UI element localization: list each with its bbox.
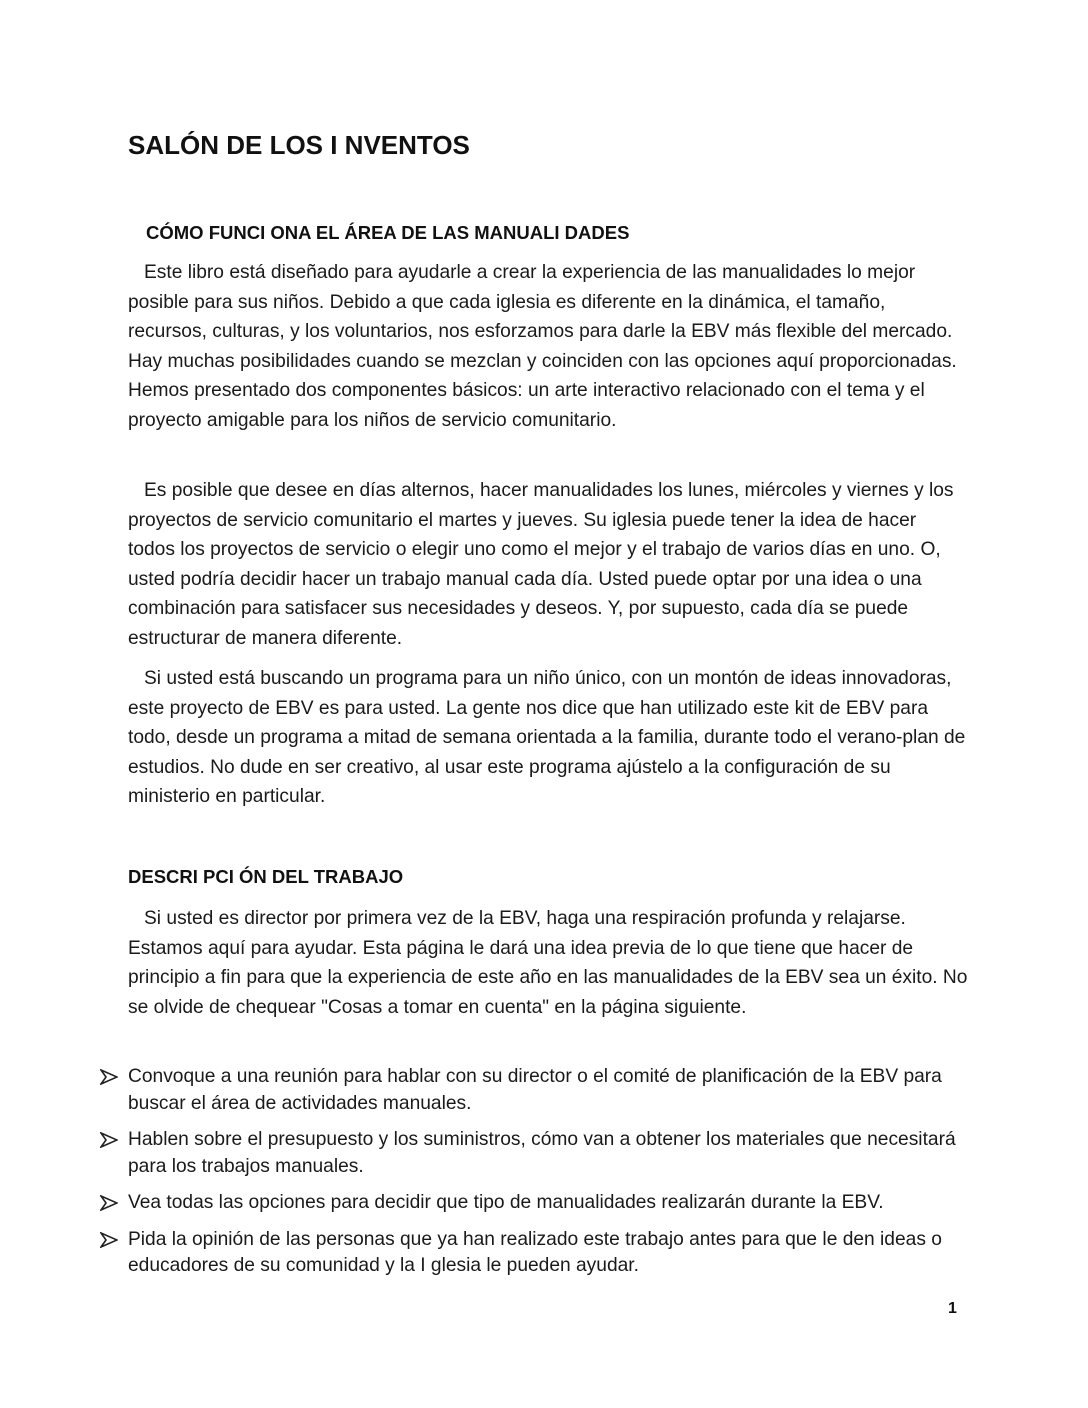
page-number: 1: [948, 1300, 957, 1317]
list-item: [100, 1227, 970, 1280]
paragraph-text: Este libro está diseñado para ayudarle a crear la experiencia de las manualidades lo mejor posible para sus niños. Debido a que cada iglesia es diferente en la dinámica, el tamaño, recursos, culturas, y los voluntarios, nos esforzamos para darle la EBV más flexible del mercado. Hay muchas posibilidades cuando se mezclan y coinciden con las opciones aquí proporcionadas. Hemos presentado dos componentes básicos: un arte interactivo relacionado con el tema y el proyecto amigable para los niños de servicio comunitario.: [128, 262, 957, 431]
paragraph-text: Es posible que desee en días alternos, hacer manualidades los lunes, miércoles y viernes y los proyectos de servicio comunitario el martes y jueves. Su iglesia puede tener la idea de hacer todos los proyectos de servicio o elegir uno como el mejor y el trabajo de varios días en uno. O, usted podría decidir hacer un trabajo manual cada día. Usted puede optar por una idea o una combinación para satisfacer sus necesidades y deseos. Y, por supuesto, cada día se puede estructurar de manera diferente.: [128, 480, 954, 649]
paragraph-text: Si usted está buscando un programa para un niño único, con un montón de ideas innovadoras, este proyecto de EBV es para usted. La gente nos dice que han utilizado este kit de EBV para todo, desde un programa a mitad de semana orientada a la familia, durante todo el verano-plan de estudios. No dude en ser creativo, al usar este programa ajústelo a la configuración de su ministerio en particular.: [128, 668, 966, 808]
list-item-text: Pida la opinión de las personas que ya han realizado este trabajo antes para que le den ideas o educadores de su comunidad y la I glesia le pueden ayudar.: [128, 1228, 942, 1276]
arrowhead-bullet-icon: [100, 1069, 118, 1085]
list-item: [100, 1127, 970, 1180]
paragraph-text: Si usted es director por primera vez de la EBV, haga una respiración profunda y relajarse. Estamos aquí para ayudar. Esta página le dará una idea previa de lo que tiene que hacer de principio a fin para que la experiencia de este año en las manualidades de la EBV sea un éxito. No se olvide de chequear "Cosas a tomar en cuenta" en la página siguiente.: [128, 908, 968, 1018]
arrowhead-bullet-icon: [100, 1132, 118, 1148]
list-item-text: Vea todas las opciones para decidir que tipo de manualidades realizarán durante la EBV.: [128, 1192, 884, 1213]
list-item: [100, 1190, 970, 1217]
paragraph: [128, 664, 968, 812]
task-list: [100, 1064, 970, 1290]
list-item-text: Convoque a una reunión para hablar con su director o el comité de planificación de la EBV para buscar el área de actividades manuales.: [128, 1066, 942, 1114]
paragraph: [128, 904, 968, 1022]
section-heading-job-description: DESCRI PCI ÓN DEL TRABAJO: [128, 866, 404, 887]
paragraph: [128, 258, 968, 436]
list-item: [100, 1064, 970, 1117]
arrowhead-bullet-icon: [100, 1232, 118, 1248]
arrowhead-bullet-icon: [100, 1195, 118, 1211]
paragraph: [128, 476, 968, 654]
page-title: SALÓN DE LOS I NVENTOS: [128, 130, 470, 160]
section-heading-how-it-works: CÓMO FUNCI ONA EL ÁREA DE LAS MANUALI DADES: [146, 222, 630, 243]
list-item-text: Hablen sobre el presupuesto y los suministros, cómo van a obtener los materiales que necesitará para los trabajos manuales.: [128, 1129, 956, 1177]
